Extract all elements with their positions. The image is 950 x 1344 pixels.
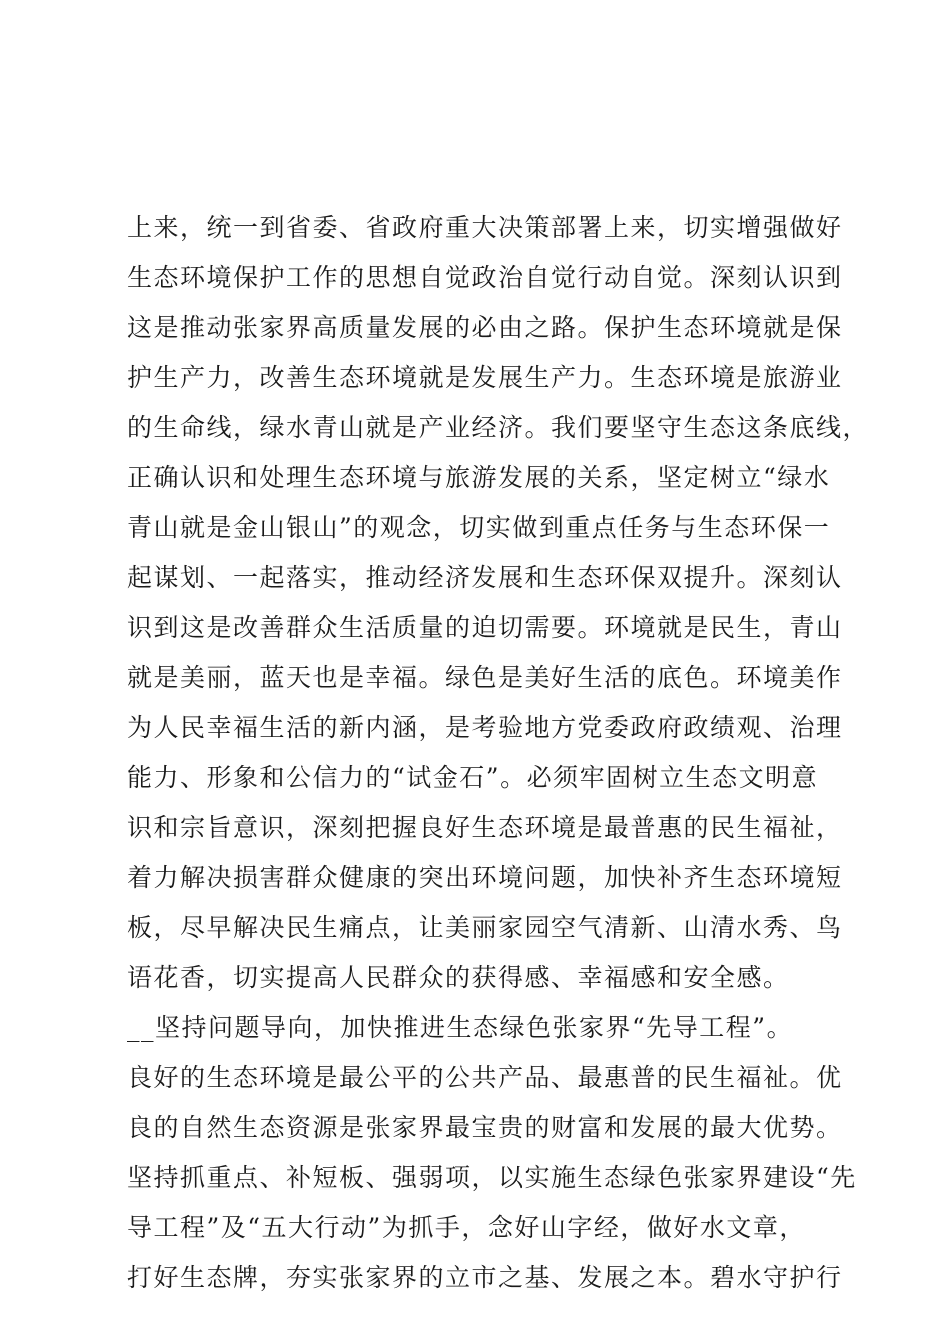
text-line: 为人民幸福生活的新内涵，是考验地方党委政府政绩观、治理 <box>127 713 843 742</box>
section-heading-line: __坚持问题导向，加快推进生态绿色张家界“先导工程”。 <box>127 1013 794 1042</box>
text-line: 护生产力，改善生态环境就是发展生产力。生态环境是旅游业 <box>127 363 843 392</box>
text-line: 正确认识和处理生态环境与旅游发展的关系，坚定树立“绿水 <box>127 463 831 492</box>
text-line: 识和宗旨意识，深刻把握良好生态环境是最普惠的民生福祉， <box>127 813 843 842</box>
text-line: 就是美丽，蓝天也是幸福。绿色是美好生活的底色。环境美作 <box>127 663 843 692</box>
text-line: 上来，统一到省委、省政府重大决策部署上来，切实增强做好 <box>127 213 843 242</box>
text-line: 能力、形象和公信力的“试金石”。必须牢固树立生态文明意 <box>127 763 819 792</box>
text-line: 着力解决损害群众健康的突出环境问题，加快补齐生态环境短 <box>127 863 843 892</box>
text-line: 良好的生态环境是最公平的公共产品、最惠普的民生福祉。优 <box>127 1063 843 1092</box>
text-line: 识到这是改善群众生活质量的迫切需要。环境就是民生，青山 <box>127 613 843 642</box>
text-line: 导工程”及“五大行动”为抓手，念好山字经，做好水文章， <box>127 1213 806 1242</box>
text-line: 良的自然生态资源是张家界最宝贵的财富和发展的最大优势。 <box>127 1113 843 1142</box>
text-line: 这是推动张家界高质量发展的必由之路。保护生态环境就是保 <box>127 313 843 342</box>
text-line: 语花香，切实提高人民群众的获得感、幸福感和安全感。 <box>127 963 790 992</box>
text-line: 青山就是金山银山”的观念，切实做到重点任务与生态环保一 <box>127 513 831 542</box>
text-line: 的生命线，绿水青山就是产业经济。我们要坚守生态这条底线， <box>127 413 870 442</box>
text-line: 板，尽早解决民生痛点，让美丽家园空气清新、山清水秀、鸟 <box>127 913 843 942</box>
text-line: 坚持抓重点、补短板、强弱项，以实施生态绿色张家界建设“先 <box>127 1163 857 1192</box>
body-text <box>127 203 870 1303</box>
text-line: 起谋划、一起落实，推动经济发展和生态环保双提升。深刻认 <box>127 563 843 592</box>
text-line: 打好生态牌，夯实张家界的立市之基、发展之本。碧水守护行 <box>127 1263 843 1292</box>
text-line: 生态环境保护工作的思想自觉政治自觉行动自觉。深刻认识到 <box>127 263 843 292</box>
